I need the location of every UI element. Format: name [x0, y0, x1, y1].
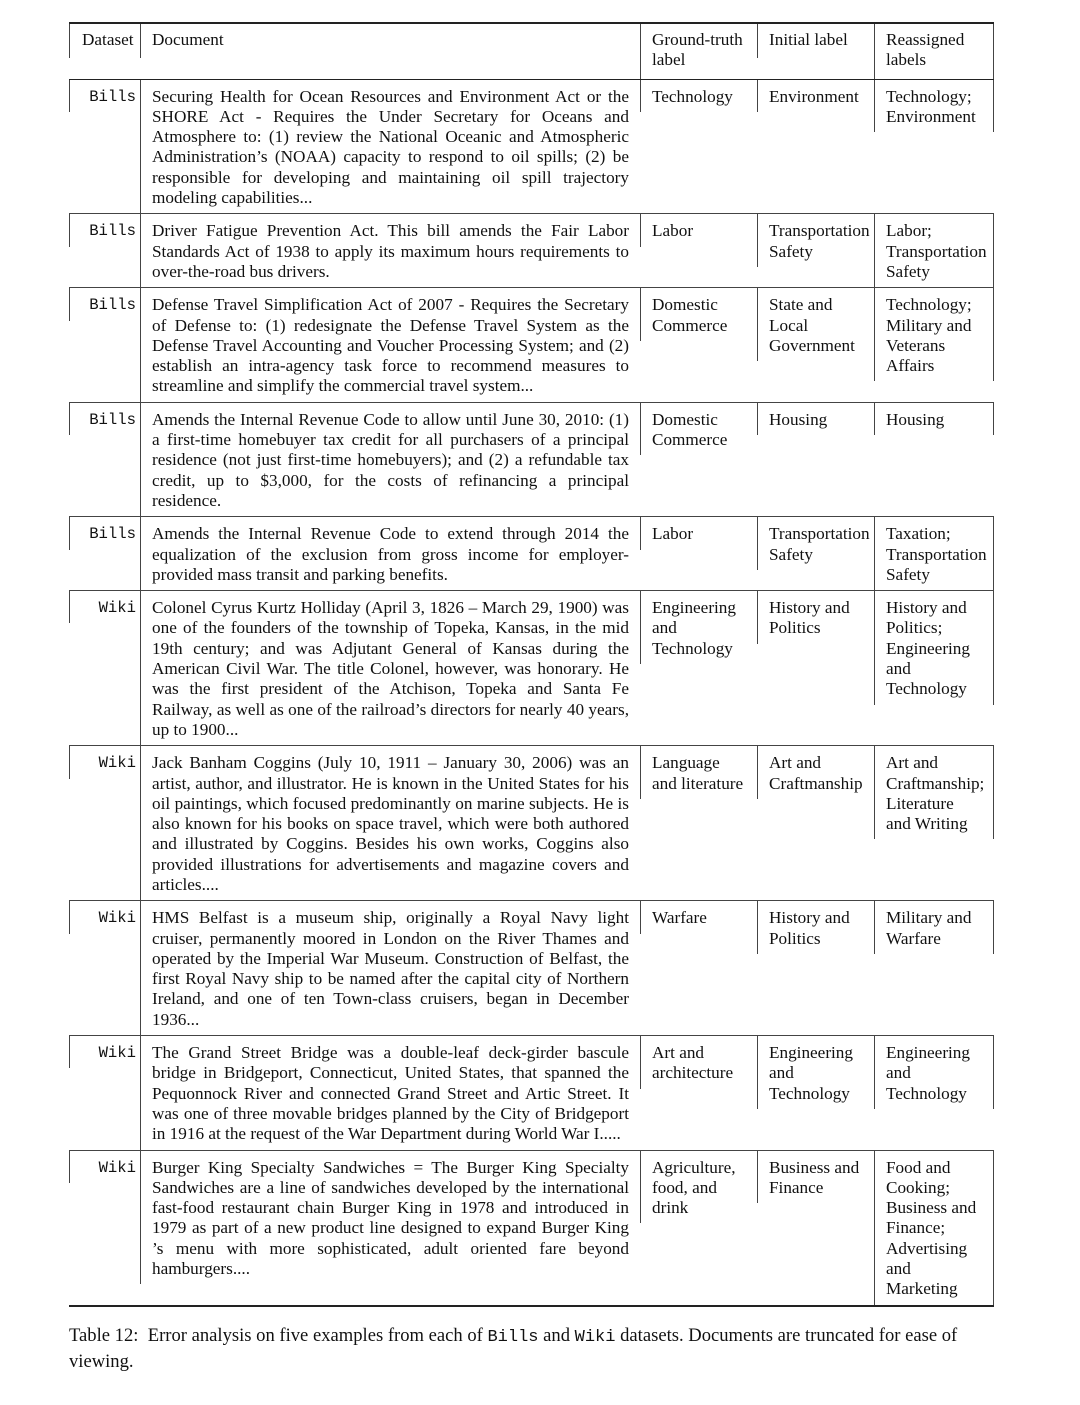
header-document: Document	[140, 24, 640, 58]
cell-document: Driver Fatigue Prevention Act. This bill amends the Fair Labor Standards Act of 1938 to apply its maximum hours requirements to over-the-road bus drivers.	[140, 214, 640, 287]
cell-ground-truth: Labor	[640, 517, 757, 549]
cell-dataset: Bills	[89, 525, 136, 544]
table-caption	[69, 1324, 999, 1374]
cell-initial-label: Environment	[757, 80, 874, 112]
cell-ground-truth-wrapper	[640, 591, 757, 746]
cell-reassigned-labels: Taxation; Transportation Safety	[874, 517, 994, 590]
cell-reassigned-labels-wrapper	[874, 1150, 994, 1306]
cell-initial-label-wrapper	[757, 1150, 874, 1306]
cell-ground-truth-wrapper	[640, 1150, 757, 1306]
cell-dataset: Bills	[89, 87, 136, 106]
cell-document: Amends the Internal Revenue Code to allow until June 30, 2010: (1) a first-time homebuyer tax credit for all purchasers of a principal residence (not just first-time homebuyers); and (2) a refundable tax credit, up to $3,000, for the costs of refinancing a principal residence.	[140, 403, 640, 516]
cell-reassigned-labels: Engineering and Technology	[874, 1036, 994, 1109]
header-ground-truth: Ground-truth label	[640, 24, 757, 79]
cell-initial-label: History and Politics	[757, 591, 874, 644]
cell-ground-truth-wrapper	[640, 402, 757, 516]
cell-ground-truth-wrapper	[640, 1036, 757, 1150]
table-row	[69, 901, 994, 1036]
cell-reassigned-labels: Military and Warfare	[874, 901, 994, 954]
cell-ground-truth: Warfare	[640, 901, 757, 933]
cell-document: Amends the Internal Revenue Code to extend through 2014 the equalization of the exclusion from gross income for employer-provided mass transit and parking benefits.	[140, 517, 640, 590]
cell-ground-truth: Domestic Commerce	[640, 288, 757, 341]
cell-reassigned-labels-wrapper	[874, 402, 994, 516]
table-row	[69, 1150, 994, 1306]
header-dataset: Dataset	[69, 24, 140, 58]
cell-reassigned-labels: Housing	[874, 403, 994, 435]
cell-reassigned-labels-wrapper	[874, 79, 994, 214]
cell-initial-label: State and Local Government	[757, 288, 874, 361]
cell-reassigned-labels: Technology; Environment	[874, 80, 994, 133]
cell-reassigned-labels: Art and Craftmanship; Literature and Writing	[874, 746, 994, 839]
table-row	[69, 402, 994, 516]
cell-initial-label: Business and Finance	[757, 1151, 874, 1204]
cell-dataset-wrapper	[69, 591, 140, 746]
cell-dataset-wrapper	[69, 1036, 140, 1150]
cell-dataset-wrapper	[69, 288, 140, 402]
cell-reassigned-labels: Labor; Transportation Safety	[874, 214, 994, 287]
cell-initial-label: Art and Craftmanship	[757, 746, 874, 799]
cell-initial-label-wrapper	[757, 79, 874, 214]
cell-initial-label-wrapper	[757, 591, 874, 746]
cell-reassigned-labels: History and Politics; Engineering and Technology	[874, 591, 994, 704]
cell-ground-truth: Agriculture, food, and drink	[640, 1151, 757, 1224]
cell-initial-label: Housing	[757, 403, 874, 435]
caption-text-1: Error analysis on five examples from each of	[147, 1325, 483, 1346]
caption-text-2: and	[543, 1325, 570, 1346]
table-row	[69, 214, 994, 288]
cell-dataset-wrapper	[69, 746, 140, 901]
cell-ground-truth-wrapper	[640, 901, 757, 1036]
cell-document-wrapper	[140, 1150, 640, 1306]
cell-document: HMS Belfast is a museum ship, originally a Royal Navy light cruiser, permanently moored in London on the River Thames and operated by the Imperial War Museum. Construction of Belfast, the first Royal Navy ship to be named after the capital city of Northern Ireland, and one of ten Town-class cruisers, began in December 1936...	[140, 901, 640, 1035]
cell-reassigned-labels: Food and Cooking; Business and Finance; Advertising and Marketing	[874, 1151, 994, 1305]
cell-document: Securing Health for Ocean Resources and Environment Act or the SHORE Act - Requires the Under Secretary for Oceans and Atmosphere to: (1) review the National Oceanic and Atmospheric Administration’s (NOAA) capacity to respond to oil spills; (2) be responsible for developing and maintaining oil spill trajectory modeling capabilities...	[140, 80, 640, 214]
table-row	[69, 746, 994, 901]
caption-wiki: Wiki	[574, 1328, 616, 1347]
cell-ground-truth-wrapper	[640, 214, 757, 288]
cell-dataset: Wiki	[98, 1158, 136, 1177]
cell-ground-truth: Language and literature	[640, 746, 757, 799]
cell-dataset-wrapper	[69, 517, 140, 591]
cell-document-wrapper	[140, 901, 640, 1036]
error-analysis-table-container	[69, 22, 994, 1307]
cell-ground-truth-wrapper	[640, 746, 757, 901]
cell-document: Colonel Cyrus Kurtz Holliday (April 3, 1826 – March 29, 1900) was one of the founders of the township of Topeka, Kansas, in the mid 19th century; and was Adjutant General of Kansas during the American Civil War. The title Colonel, however, was honorary. He was the first president of the Atchison, Topeka and Santa Fe Railway, as well as one of the railroad’s directors for nearly 40 years, up to 1900...	[140, 591, 640, 745]
cell-reassigned-labels-wrapper	[874, 214, 994, 288]
cell-reassigned-labels-wrapper	[874, 591, 994, 746]
cell-document: Jack Banham Coggins (July 10, 1911 – January 30, 2006) was an artist, author, and illustrator. He is known in the United States for his oil paintings, which focused predominantly on marine subjects. He is also known for his books on space travel, which were both authored and illustrated by Coggins. Besides his own works, Coggins also provided illustrations for advertisements and magazine covers and articles....	[140, 746, 640, 900]
table-row	[69, 591, 994, 746]
cell-reassigned-labels-wrapper	[874, 288, 994, 402]
cell-dataset: Wiki	[98, 754, 136, 773]
table-header-row	[69, 23, 994, 79]
cell-document-wrapper	[140, 214, 640, 288]
cell-dataset: Wiki	[98, 1044, 136, 1063]
cell-dataset-wrapper	[69, 79, 140, 214]
caption-label: Table 12:	[69, 1325, 139, 1346]
cell-initial-label-wrapper	[757, 1036, 874, 1150]
cell-dataset: Wiki	[98, 909, 136, 928]
cell-document-wrapper	[140, 1036, 640, 1150]
cell-ground-truth: Technology	[640, 80, 757, 112]
cell-dataset: Bills	[89, 296, 136, 315]
cell-initial-label: History and Politics	[757, 901, 874, 954]
cell-reassigned-labels: Technology; Military and Veterans Affairs	[874, 288, 994, 381]
cell-ground-truth: Domestic Commerce	[640, 403, 757, 456]
cell-ground-truth: Engineering and Technology	[640, 591, 757, 664]
cell-ground-truth-wrapper	[640, 288, 757, 402]
cell-document-wrapper	[140, 517, 640, 591]
cell-document: The Grand Street Bridge was a double-leaf deck-girder bascule bridge in Bridgeport, Connecticut, United States, that spanned the Pequonnock River and connected Grand Street and Artic Street. It was one of three movable bridges planned by the City of Bridgeport in 1916 at the request of the War Department during World War I.....	[140, 1036, 640, 1149]
cell-dataset: Bills	[89, 410, 136, 429]
header-reassigned-labels: Reassigned labels	[874, 24, 994, 79]
table-row	[69, 517, 994, 591]
cell-initial-label: Engineering and Technology	[757, 1036, 874, 1109]
cell-reassigned-labels-wrapper	[874, 1036, 994, 1150]
cell-ground-truth-wrapper	[640, 517, 757, 591]
cell-initial-label-wrapper	[757, 288, 874, 402]
cell-dataset-wrapper	[69, 402, 140, 516]
cell-initial-label-wrapper	[757, 214, 874, 288]
cell-dataset: Bills	[89, 222, 136, 241]
cell-reassigned-labels-wrapper	[874, 901, 994, 1036]
table-row	[69, 1036, 994, 1150]
cell-document-wrapper	[140, 288, 640, 402]
cell-dataset-wrapper	[69, 1150, 140, 1306]
cell-document-wrapper	[140, 591, 640, 746]
caption-text-3: datasets. Documents are truncated for ease of viewing.	[69, 1325, 958, 1372]
cell-dataset-wrapper	[69, 214, 140, 288]
table-row	[69, 288, 994, 402]
caption-bills: Bills	[487, 1328, 539, 1347]
cell-initial-label: Transportation Safety	[757, 214, 874, 267]
cell-document: Burger King Specialty Sandwiches = The Burger King Specialty Sandwiches are a line of sandwiches developed by the international fast-food restaurant chain Burger King in 1978 and introduced in 1979 as part of a new product line designed to expand Burger King ’s menu with more sophisticated, adult oriented fare beyond hamburgers....	[140, 1151, 640, 1285]
cell-reassigned-labels-wrapper	[874, 746, 994, 901]
cell-document: Defense Travel Simplification Act of 2007 - Requires the Secretary of Defense to: (1) redesignate the Defense Travel System as the Defense Travel Accounting and Voucher Processing System; and (2) establish an intra-agency task force to recommend measures to streamline and simplify the commercial travel system...	[140, 288, 640, 401]
cell-initial-label-wrapper	[757, 901, 874, 1036]
cell-initial-label-wrapper	[757, 402, 874, 516]
cell-initial-label: Transportation Safety	[757, 517, 874, 570]
cell-initial-label-wrapper	[757, 746, 874, 901]
cell-document-wrapper	[140, 79, 640, 214]
cell-document-wrapper	[140, 746, 640, 901]
table-row	[69, 79, 994, 214]
cell-ground-truth: Art and architecture	[640, 1036, 757, 1089]
header-initial-label: Initial label	[757, 24, 874, 58]
cell-initial-label-wrapper	[757, 517, 874, 591]
cell-document-wrapper	[140, 402, 640, 516]
cell-dataset-wrapper	[69, 901, 140, 1036]
cell-dataset: Wiki	[98, 599, 136, 618]
cell-ground-truth-wrapper	[640, 79, 757, 214]
error-analysis-table	[69, 22, 994, 1307]
cell-ground-truth: Labor	[640, 214, 757, 246]
cell-reassigned-labels-wrapper	[874, 517, 994, 591]
